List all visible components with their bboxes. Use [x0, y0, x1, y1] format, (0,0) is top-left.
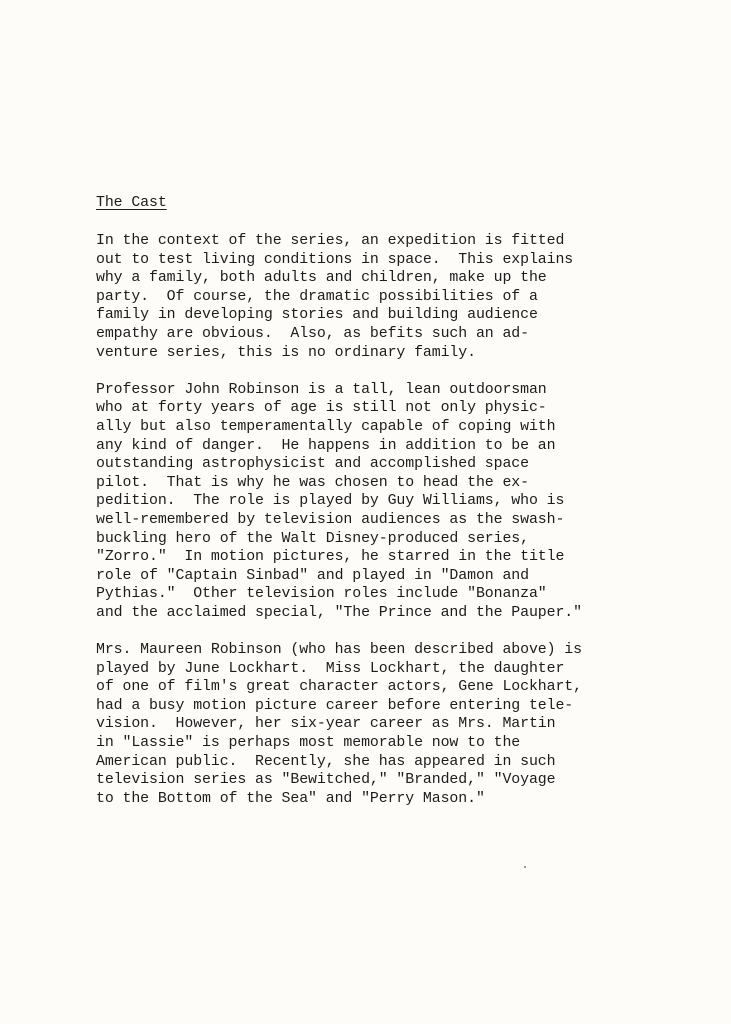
text-line: family in developing stories and building audience [96, 307, 538, 324]
text-line: "Zorro." In motion pictures, he starred in the title [96, 549, 565, 566]
text-line: ally but also temperamentally capable of coping with [96, 418, 556, 435]
text-line: Mrs. Maureen Robinson (who has been described above) is [96, 642, 582, 659]
text-line: Pythias." Other television roles include "Bonanza" [96, 586, 547, 603]
text-line: empathy are obvious. Also, as befits such an ad- [96, 325, 529, 342]
text-line: pedition. The role is played by Guy Williams, who is [96, 493, 565, 510]
text-line: buckling hero of the Walt Disney-produced series, [96, 530, 529, 547]
text-line: to the Bottom of the Sea" and "Perry Mason." [96, 790, 485, 807]
text-line: American public. Recently, she has appeared in such [96, 753, 556, 770]
section-heading: The Cast [96, 195, 167, 211]
document-body [96, 194, 716, 827]
text-line: of one of film's great character actors, Gene Lockhart, [96, 679, 582, 696]
text-line: vision. However, her six-year career as Mrs. Martin [96, 716, 556, 733]
text-line: outstanding astrophysicist and accomplished space [96, 456, 529, 473]
paragraph-maureen-robinson [96, 641, 716, 808]
text-line: played by June Lockhart. Miss Lockhart, the daughter [96, 660, 565, 677]
text-line: pilot. That is why he was chosen to head the ex- [96, 474, 529, 491]
text-line: party. Of course, the dramatic possibilities of a [96, 288, 538, 305]
paragraph-john-robinson [96, 381, 716, 623]
text-line: who at forty years of age is still not only physic- [96, 400, 547, 417]
text-line: In the context of the series, an expedition is fitted [96, 233, 565, 249]
paragraph-intro [96, 232, 716, 362]
text-line: and the acclaimed special, "The Prince and the Pauper." [96, 604, 582, 621]
text-line: venture series, this is no ordinary family. [96, 344, 476, 361]
text-line: Professor John Robinson is a tall, lean outdoorsman [96, 381, 547, 398]
text-line: in "Lassie" is perhaps most memorable now to the [96, 735, 521, 752]
text-line: television series as "Bewitched," "Branded," "Voyage [96, 772, 556, 789]
text-line: had a busy motion picture career before entering tele- [96, 697, 574, 714]
text-line: out to test living conditions in space. This explains [96, 251, 574, 268]
text-line: well-remembered by television audiences as the swash- [96, 511, 565, 528]
text-line: role of "Captain Sinbad" and played in "Damon and [96, 567, 529, 584]
text-line: why a family, both adults and children, make up the [96, 270, 547, 287]
text-line: any kind of danger. He happens in addition to be an [96, 437, 556, 454]
paper-speck [524, 866, 526, 868]
